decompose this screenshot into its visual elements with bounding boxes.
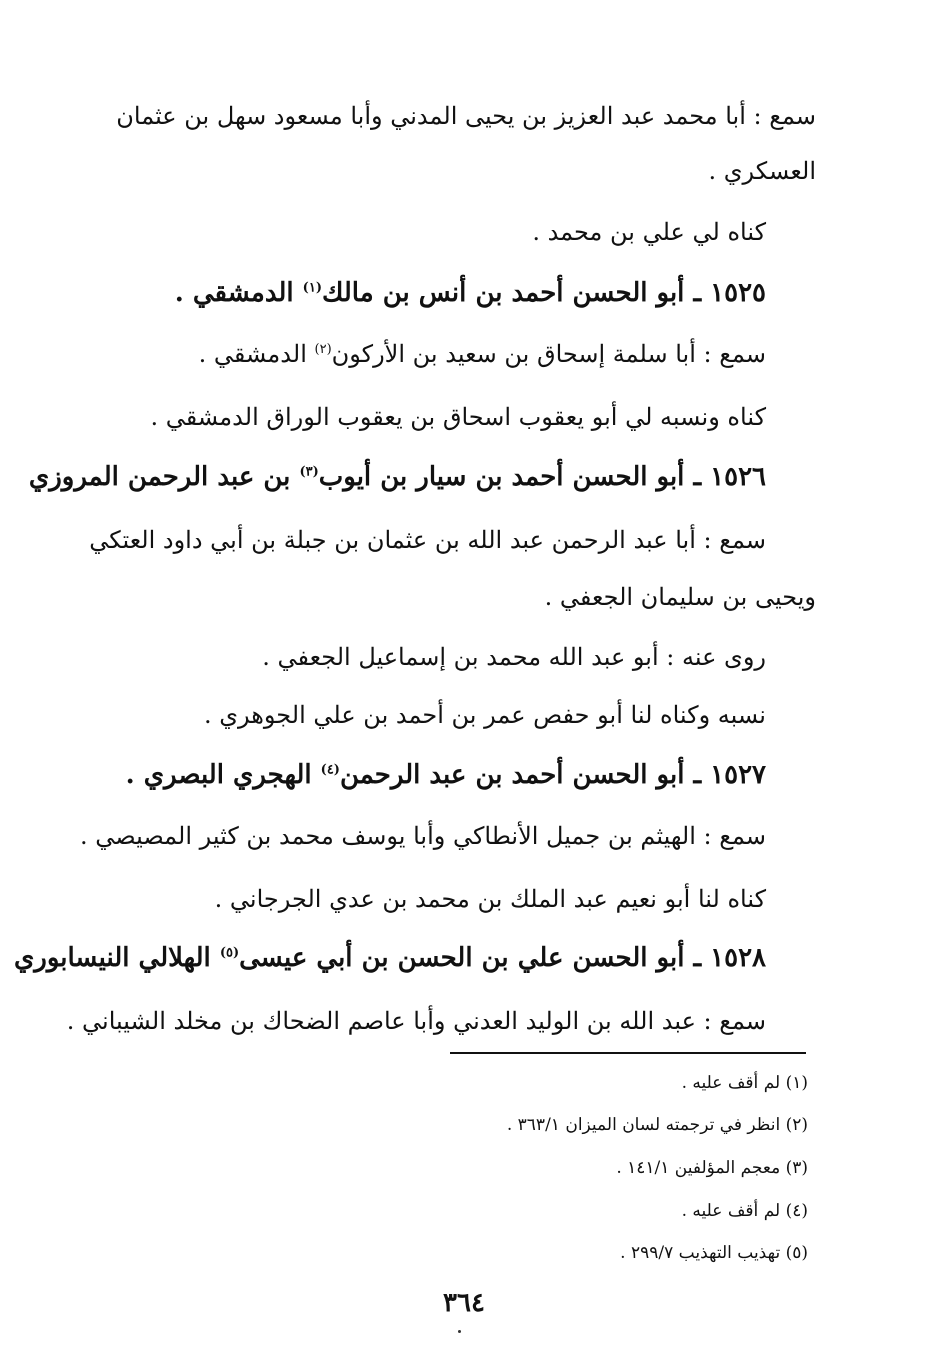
- heading-text: ١٥٢٨ ـ أبو الحسن علي بن الحسن بن أبي عيسى: [239, 943, 766, 973]
- body-line: روى عنه : أبو عبد الله محمد بن إسماعيل الجعفي .: [262, 643, 766, 671]
- body-line: كناه لنا أبو نعيم عبد الملك بن محمد بن عدي الجرجاني .: [214, 885, 766, 913]
- footnote: (٢) انظر في ترجمته لسان الميزان ٣٦٣/١ .: [506, 1115, 808, 1135]
- body-line: سمع : الهيثم بن جميل الأنطاكي وأبا يوسف محمد بن كثير المصيصي .: [80, 822, 766, 850]
- footnote: (٤) لم أقف عليه .: [681, 1201, 808, 1221]
- heading-tail: الدمشقي .: [174, 278, 294, 308]
- entry-heading-1526: [29, 460, 766, 494]
- footnote-ref: (٤): [320, 762, 340, 778]
- entry-heading-1527: [126, 758, 766, 792]
- footnote-ref: (١): [302, 280, 322, 296]
- body-line: سمع : أبا عبد الرحمن عبد الله بن عثمان بن جبلة بن أبي داود العتكي: [89, 526, 766, 554]
- heading-tail: الهلالي النيسابوري: [13, 943, 211, 973]
- body-line: العسكري .: [708, 157, 816, 185]
- footnote: (٥) تهذيب التهذيب ٢٩٩/٧ .: [620, 1243, 808, 1263]
- body-line: ويحيى بن سليمان الجعفي .: [544, 583, 816, 611]
- footnote: (١) لم أقف عليه .: [681, 1073, 808, 1093]
- line-text: سمع : أبا سلمة إسحاق بن سعيد بن الأركون: [331, 340, 766, 368]
- heading-text: ١٥٢٧ ـ أبو الحسن أحمد بن عبد الرحمن: [339, 760, 766, 790]
- heading-tail: بن عبد الرحمن المروزي: [28, 462, 291, 492]
- heading-text: ١٥٢٥ ـ أبو الحسن أحمد بن أنس بن مالك: [321, 278, 766, 308]
- heading-text: ١٥٢٦ ـ أبو الحسن أحمد بن سيار بن أيوب: [318, 462, 766, 492]
- scan-speck: [458, 1330, 461, 1333]
- entry-heading-1525: [175, 276, 766, 310]
- page-number: ٣٦٤: [443, 1288, 485, 1318]
- heading-tail: الهجري البصري .: [125, 760, 312, 790]
- body-line: سمع : أبا محمد عبد العزيز بن يحيى المدني وأبا مسعود سهل بن عثمان: [116, 102, 816, 130]
- body-line: [199, 337, 766, 371]
- footnote-ref: (٣): [299, 464, 319, 480]
- body-line: سمع : عبد الله بن الوليد العدني وأبا عاصم الضحاك بن مخلد الشيباني .: [66, 1007, 766, 1035]
- footnote-ref: (٢): [314, 342, 332, 357]
- entry-heading-1528: [14, 941, 766, 975]
- body-line: كناه لي علي بن محمد .: [532, 218, 766, 246]
- footnote: (٣) معجم المؤلفين ١٤١/١ .: [616, 1158, 808, 1178]
- body-line: نسبه وكناه لنا أبو حفص عمر بن أحمد بن علي الجوهري .: [203, 701, 766, 729]
- footnote-ref: (٥): [219, 945, 240, 961]
- body-line: كناه ونسبه لي أبو يعقوب اسحاق بن يعقوب الوراق الدمشقي .: [150, 403, 766, 431]
- footnote-divider: [450, 1052, 806, 1054]
- line-tail: الدمشقي .: [198, 340, 307, 368]
